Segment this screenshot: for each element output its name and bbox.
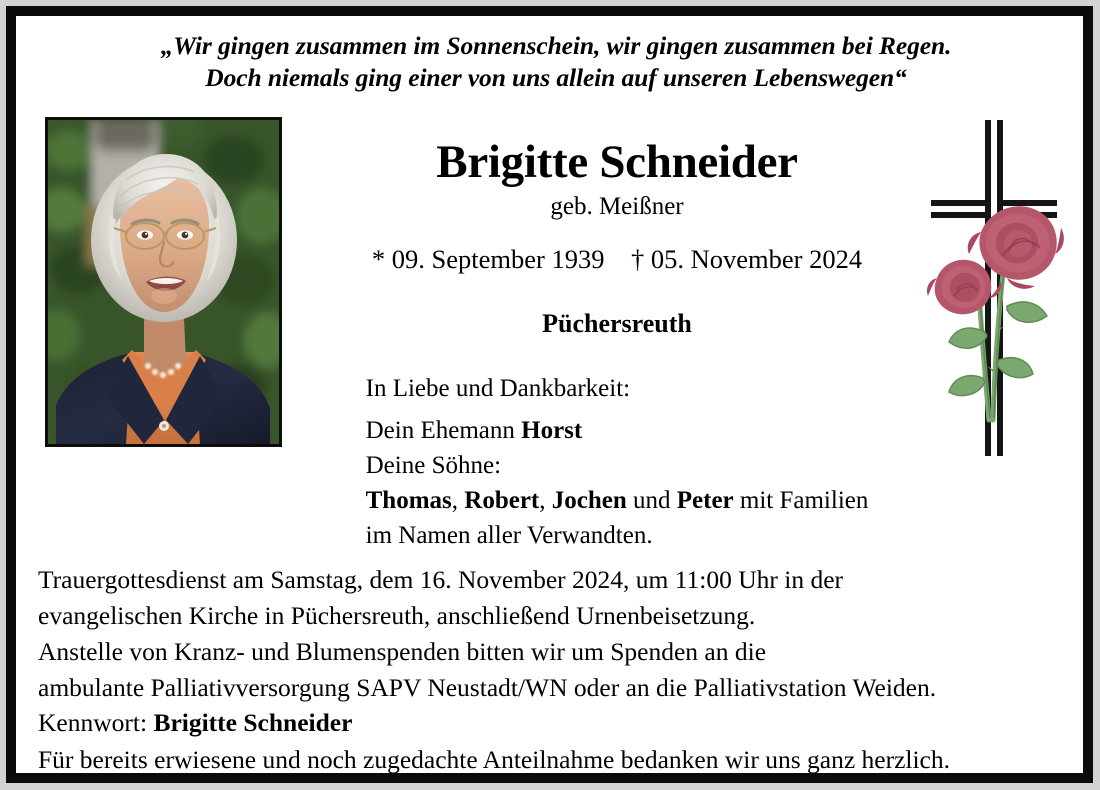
son-2: Robert [464, 487, 540, 514]
son-1: Thomas [365, 487, 452, 514]
sons-sep-3: und [626, 487, 677, 514]
quote-line-1: „Wir gingen zusammen im Sonnenschein, wir gingen zusammen bei Regen. [160, 31, 952, 60]
bottom-details [38, 562, 1078, 773]
place-name: Püchersreuth [542, 309, 692, 338]
quote-line-2: Doch niemals ging einer von uns allein auf unseren Lebenswegen“ [205, 63, 907, 92]
donations-paragraph [38, 634, 1078, 741]
notice-frame [6, 6, 1093, 783]
son-3: Jochen [551, 487, 627, 514]
service-line-2: evangelischen Kirche in Püchersreuth, anschließend Urnenbeisetzung. [38, 600, 756, 630]
page-title: Brigitte Schneider [436, 136, 798, 188]
donations-line-2: ambulante Palliativversorgung SAPV Neustadt/WN oder an die Palliativstation Weiden. [38, 672, 937, 702]
son-4: Peter [676, 487, 734, 514]
thanks-paragraph: Für bereits erwiesene und noch zugedachte Anteilnahme bedanken wir uns ganz herzlich. [38, 744, 950, 773]
keyword-label: Kennwort: [38, 708, 154, 737]
family-intro: In Liebe und Dankbarkeit: [365, 375, 631, 402]
donations-line-1: Anstelle von Kranz- und Blumenspenden bitten wir um Spenden an die [38, 637, 767, 666]
sons-sep-1: , [451, 487, 465, 514]
maiden-name: geb. Meißner [550, 193, 684, 220]
main-text-column [292, 120, 942, 553]
family-block [366, 371, 869, 553]
service-paragraph [38, 562, 1078, 633]
husband-name: Horst [521, 417, 583, 444]
husband-prefix: Dein Ehemann [365, 417, 522, 444]
service-line-1: Trauergottesdienst am Samstag, dem 16. November 2024, um 11:00 Uhr in der [38, 565, 844, 594]
sons-sep-2: , [539, 487, 552, 514]
life-dates: * 09. September 1939 † 05. November 2024 [371, 244, 863, 274]
notice-content [16, 16, 1083, 773]
portrait-image [48, 120, 279, 444]
sons-line [366, 483, 869, 518]
portrait-photo [45, 117, 282, 447]
family-closing: im Namen aller Verwandten. [365, 522, 653, 549]
epitaph-quote [76, 30, 1036, 94]
husband-line [366, 413, 869, 448]
sons-label: Deine Söhne: [365, 452, 502, 479]
sons-suffix: mit Familien [733, 487, 869, 514]
donation-keyword-line [38, 705, 1078, 741]
keyword-value: Brigitte Schneider [153, 708, 353, 737]
